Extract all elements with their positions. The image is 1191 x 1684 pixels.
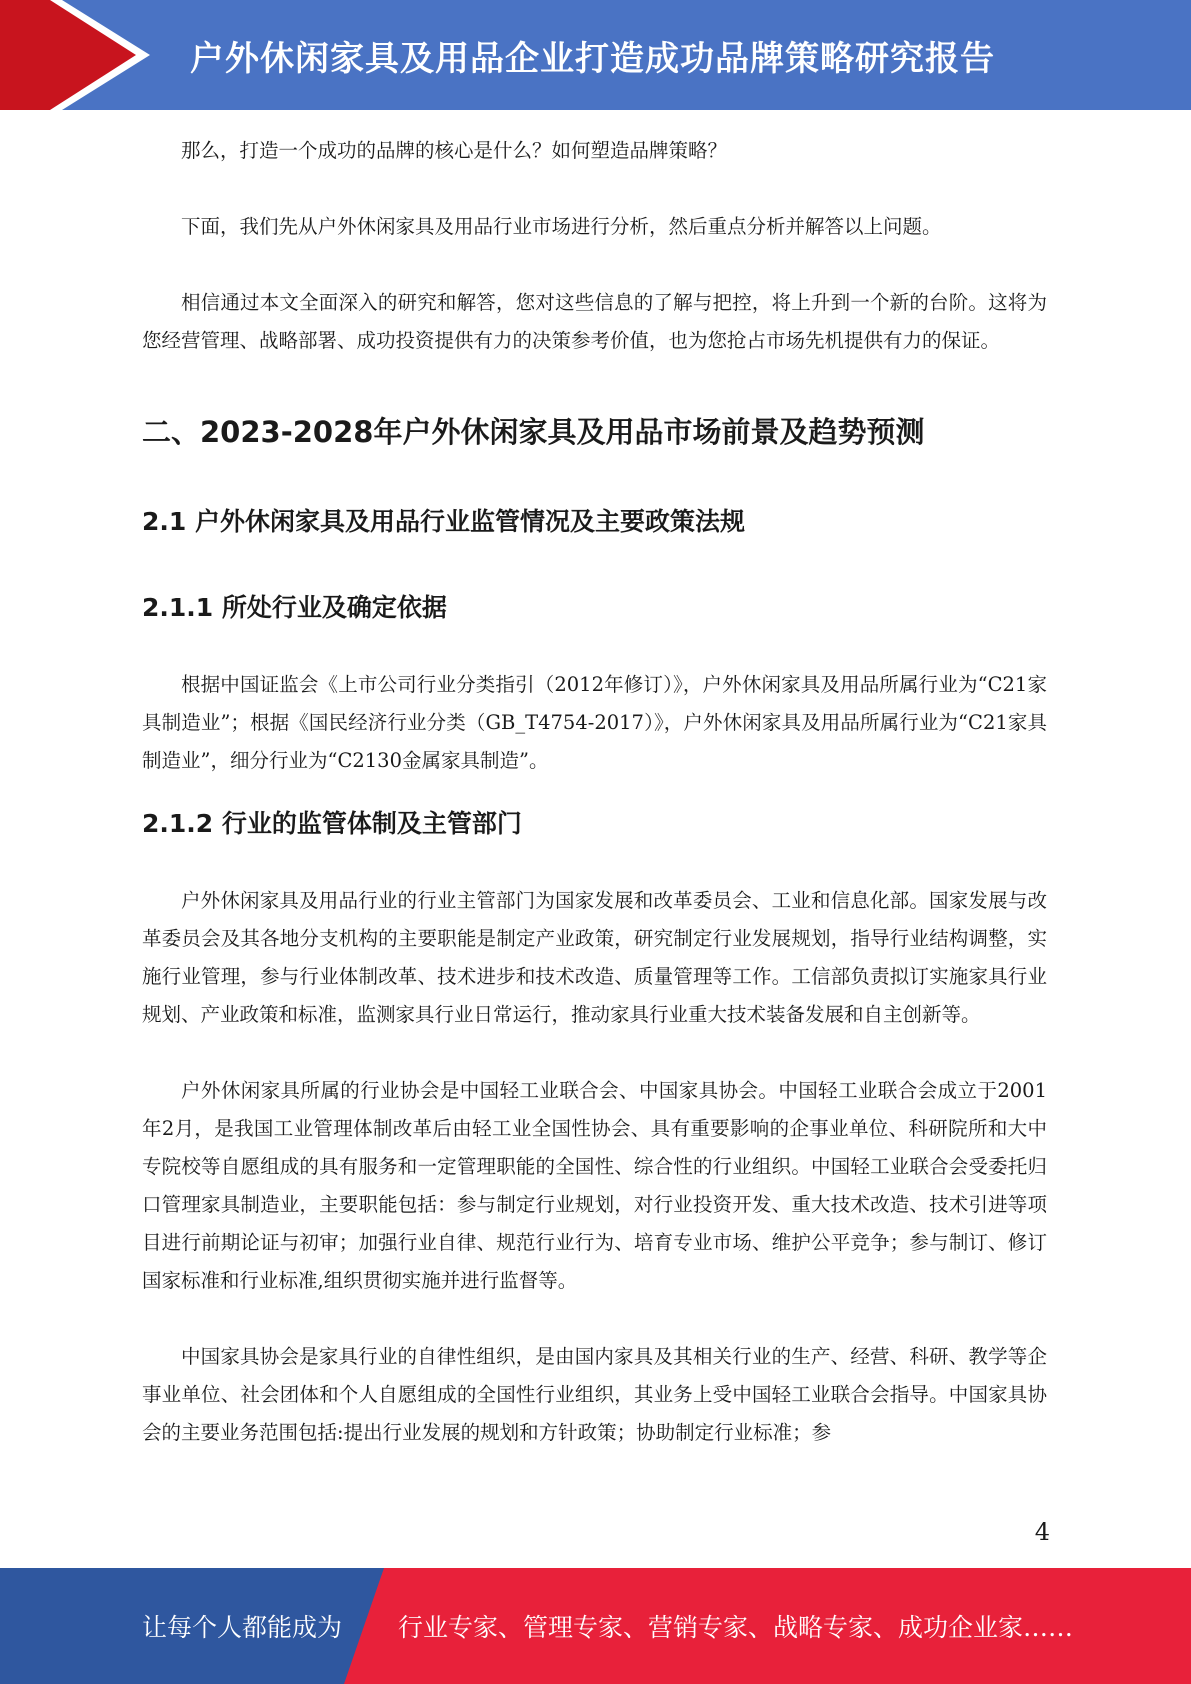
page-footer (0, 1568, 1191, 1684)
document-body (142, 132, 1047, 1452)
section-heading-2-1: 2.1 户外休闲家具及用品行业监管情况及主要政策法规 (142, 507, 745, 536)
paragraph-furniture-association: 中国家具协会是家具行业的自律性组织，是由国内家具及其相关行业的生产、经营、科研、教学等企事业单位、社会团体和个人自愿组成的全国性行业组织，其业务上受中国轻工业联合会指导。中国家具协会的主要业务范围包括:提出行业发展的规划和方针政策；协助制定行业标准；参 (142, 1345, 1047, 1444)
page-number: 4 (1034, 1518, 1050, 1546)
section-heading-2: 二、2023-2028年户外休闲家具及用品市场前景及趋势预测 (142, 415, 925, 449)
footer-slogan-right: 行业专家、管理专家、营销专家、战略专家、成功企业家…… (398, 1613, 1074, 1642)
paragraph-intro-question: 那么，打造一个成功的品牌的核心是什么？如何塑造品牌策略？ (181, 139, 728, 162)
footer-slogan-left: 让每个人都能成为 (142, 1613, 343, 1642)
paragraph-regulators: 户外休闲家具及用品行业的行业主管部门为国家发展和改革委员会、工业和信息化部。国家发展与改革委员会及其各地分支机构的主要职能是制定产业政策，研究制定行业发展规划，指导行业结构调整，实施行业管理，参与行业体制改革、技术进步和技术改造、质量管理等工作。工信部负责拟订实施家具行业规划、产业政策和标准，监测家具行业日常运行，推动家具行业重大技术装备发展和自主创新等。 (142, 889, 1047, 1026)
header-chevron-decoration (0, 0, 160, 110)
page-header (0, 0, 1191, 110)
paragraph-intro-value: 相信通过本文全面深入的研究和解答，您对这些信息的了解与把控，将上升到一个新的台阶。这将为您经营管理、战略部署、成功投资提供有力的决策参考价值，也为您抢占市场先机提供有力的保证。 (142, 291, 1047, 352)
paragraph-light-industry-federation: 户外休闲家具所属的行业协会是中国轻工业联合会、中国家具协会。中国轻工业联合会成立于2001年2月，是我国工业管理体制改革后由轻工业全国性协会、具有重要影响的企事业单位、科研院所和大中专院校等自愿组成的具有服务和一定管理职能的全国性、综合性的行业组织。中国轻工业联合会受委托归口管理家具制造业，主要职能包括：参与制定行业规划，对行业投资开发、重大技术改造、技术引进等项目进行前期论证与初审；加强行业自律、规范行业行为、培育专业市场、维护公平竞争；参与制订、修订国家标准和行业标准,组织贯彻实施并进行监督等。 (142, 1079, 1047, 1292)
paragraph-industry-classification: 根据中国证监会《上市公司行业分类指引（2012年修订）》，户外休闲家具及用品所属行业为“C21家具制造业”；根据《国民经济行业分类（GB_T4754-2017）》，户外休闲家具及用品所属行业为“C21家具制造业”，细分行业为“C2130金属家具制造”。 (142, 673, 1047, 772)
paragraph-intro-plan: 下面，我们先从户外休闲家具及用品行业市场进行分析，然后重点分析并解答以上问题。 (181, 215, 942, 238)
section-heading-2-1-1: 2.1.1 所处行业及确定依据 (142, 593, 447, 622)
section-heading-2-1-2: 2.1.2 行业的监管体制及主管部门 (142, 809, 522, 838)
report-title: 户外休闲家具及用品企业打造成功品牌策略研究报告 (190, 38, 995, 79)
